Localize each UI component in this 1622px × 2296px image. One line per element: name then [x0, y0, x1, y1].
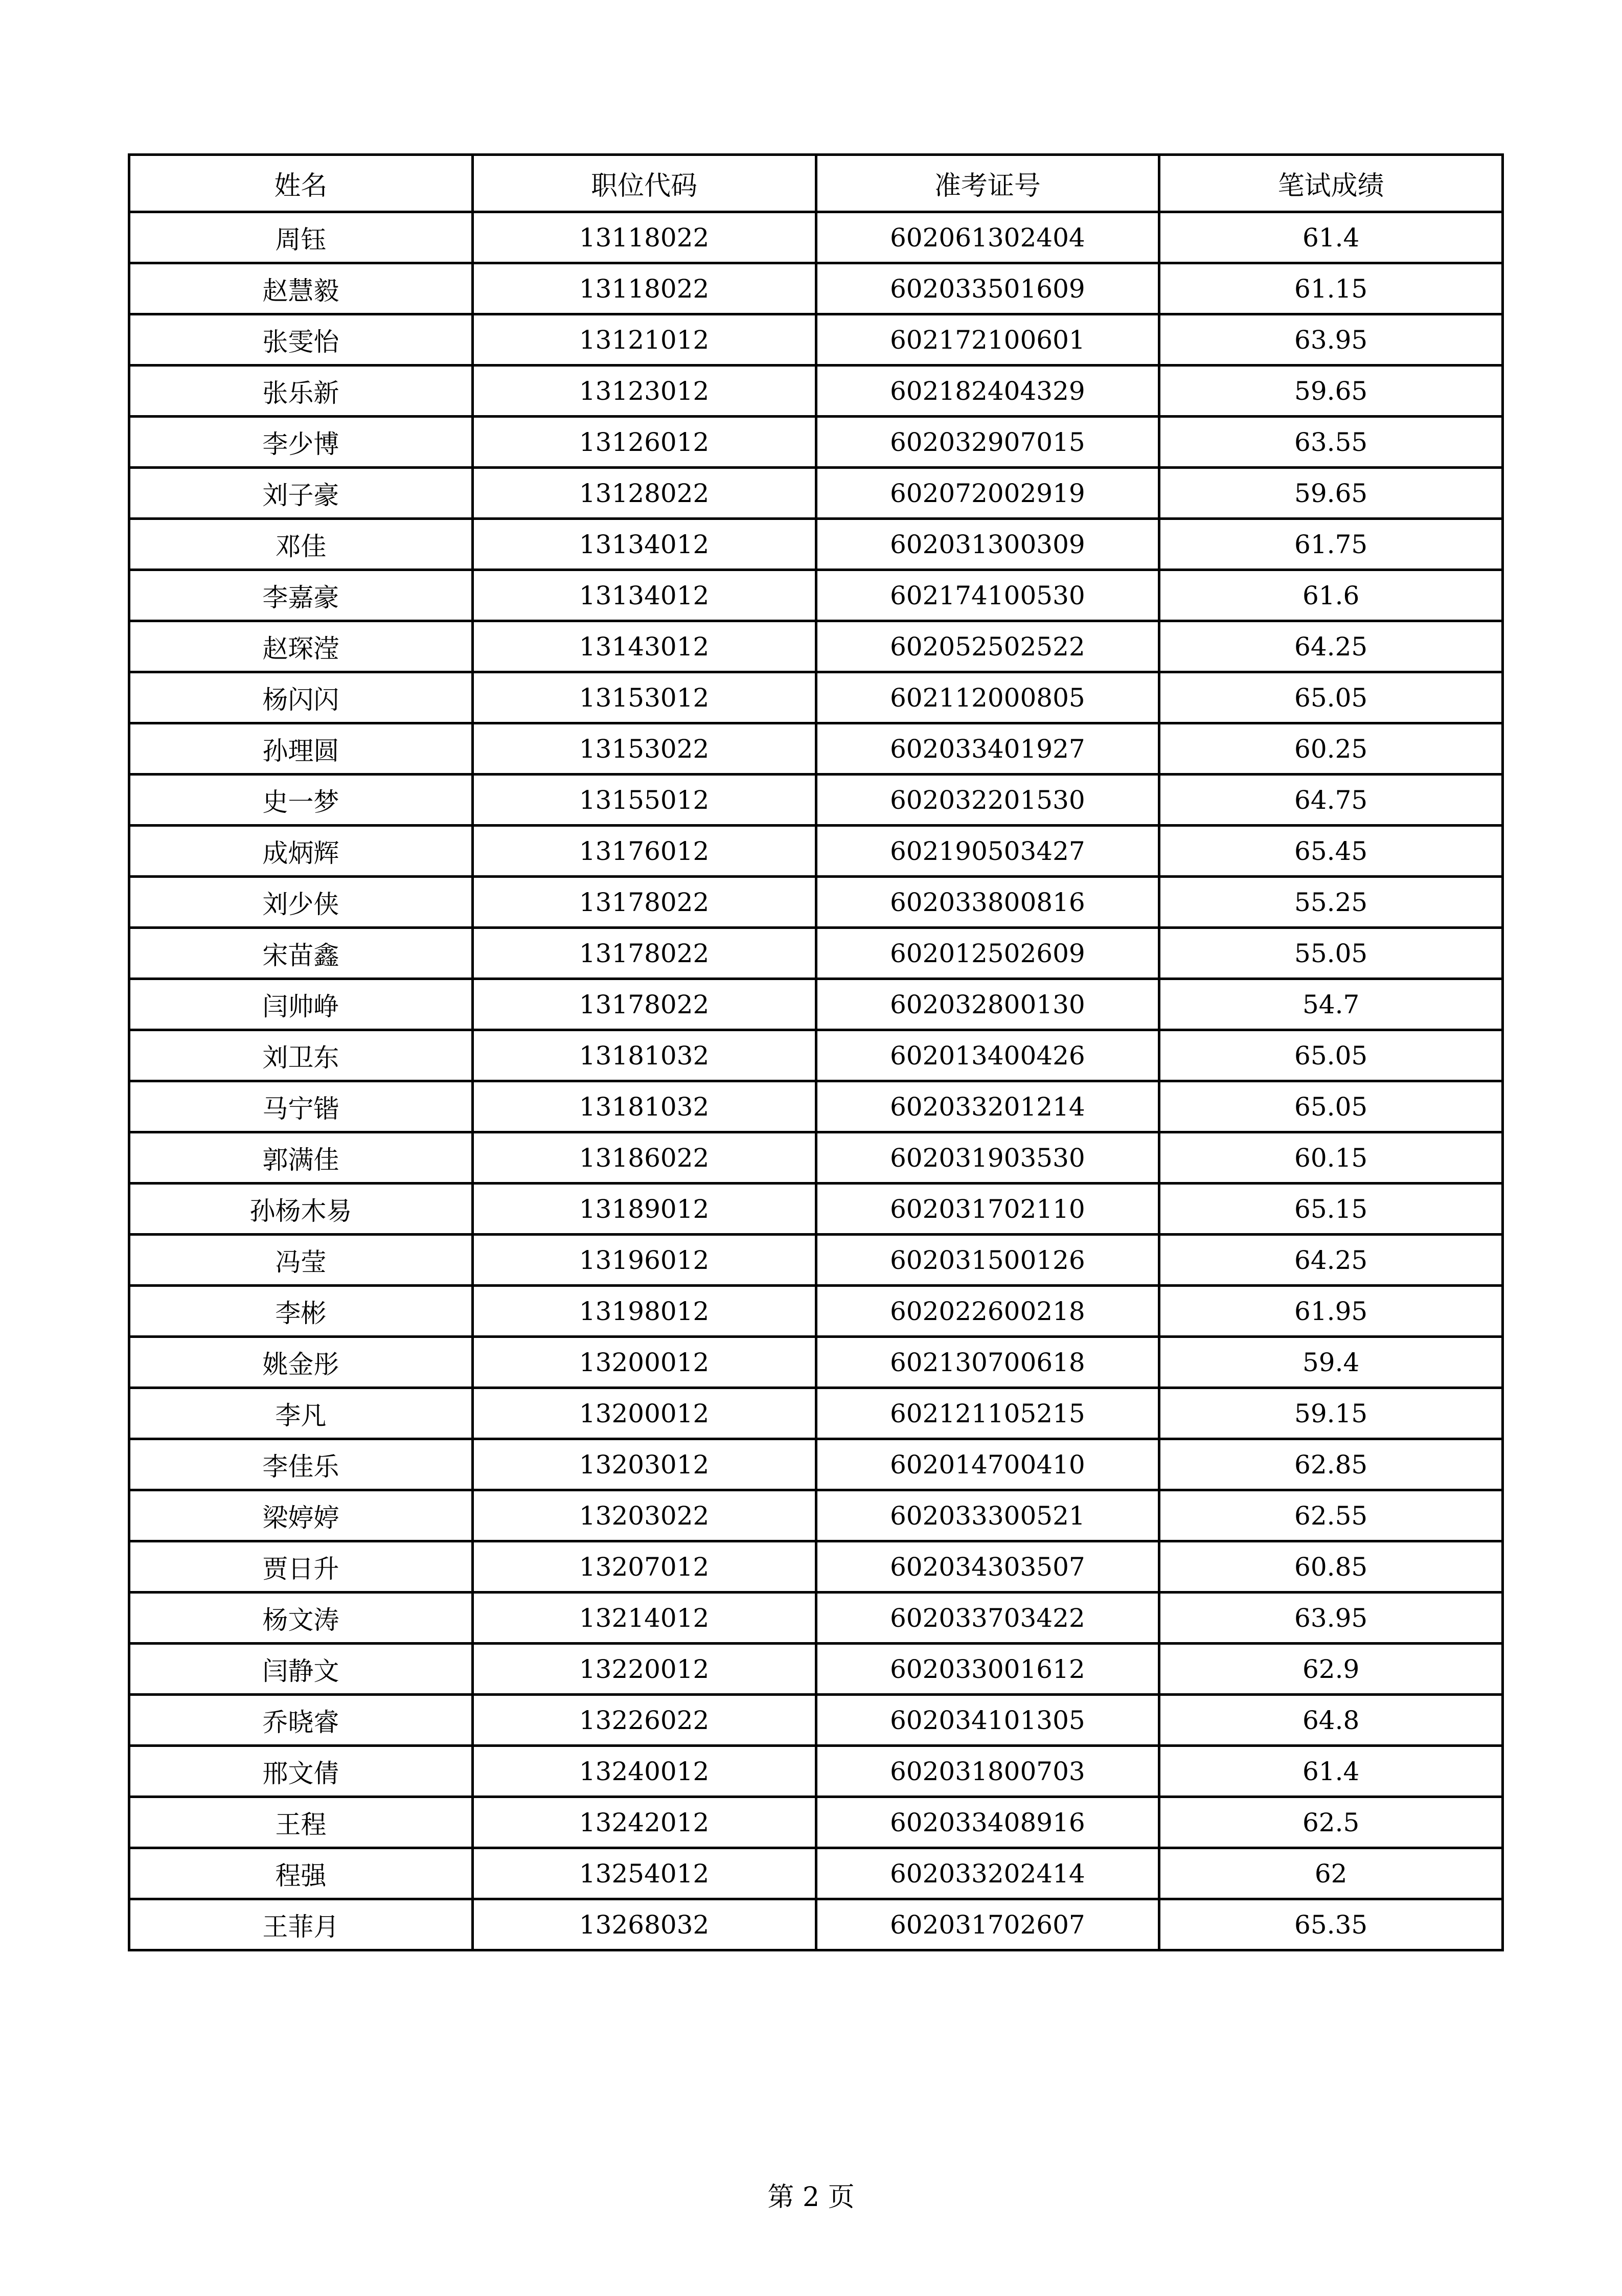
cell-admission-number: 602031702607 — [816, 1899, 1159, 1950]
table-row — [129, 1439, 1503, 1490]
cell-name: 张乐新 — [129, 366, 473, 417]
cell-admission-number: 602072002919 — [816, 468, 1159, 519]
cell-admission-number: 602033401927 — [816, 723, 1159, 775]
table-row — [129, 1695, 1503, 1746]
table-row — [129, 1388, 1503, 1439]
cell-written-score: 63.95 — [1159, 1593, 1503, 1644]
cell-name: 冯莹 — [129, 1235, 473, 1286]
cell-name: 程强 — [129, 1848, 473, 1899]
cell-written-score: 63.55 — [1159, 417, 1503, 468]
cell-name: 刘少侠 — [129, 877, 473, 928]
cell-name: 宋苗鑫 — [129, 928, 473, 979]
table-row — [129, 519, 1503, 570]
cell-admission-number: 602031800703 — [816, 1746, 1159, 1797]
cell-admission-number: 602031903530 — [816, 1132, 1159, 1184]
cell-written-score: 60.85 — [1159, 1541, 1503, 1593]
cell-name: 邓佳 — [129, 519, 473, 570]
header-name: 姓名 — [129, 155, 473, 212]
cell-name: 李彬 — [129, 1286, 473, 1337]
cell-admission-number: 602052502522 — [816, 621, 1159, 672]
score-table — [128, 153, 1504, 1951]
table-row — [129, 775, 1503, 826]
cell-written-score: 61.4 — [1159, 1746, 1503, 1797]
table-row — [129, 468, 1503, 519]
table-row — [129, 417, 1503, 468]
table-row — [129, 263, 1503, 314]
cell-written-score: 62.55 — [1159, 1490, 1503, 1541]
cell-position-code: 13128022 — [472, 468, 816, 519]
table-row — [129, 1132, 1503, 1184]
cell-position-code: 13123012 — [472, 366, 816, 417]
cell-position-code: 13178022 — [472, 928, 816, 979]
cell-written-score: 59.15 — [1159, 1388, 1503, 1439]
table-row — [129, 1235, 1503, 1286]
cell-position-code: 13176012 — [472, 826, 816, 877]
cell-admission-number: 602022600218 — [816, 1286, 1159, 1337]
cell-position-code: 13181032 — [472, 1081, 816, 1132]
cell-name: 赵琛滢 — [129, 621, 473, 672]
cell-name: 史一梦 — [129, 775, 473, 826]
cell-written-score: 63.95 — [1159, 314, 1503, 366]
page-number: 第 2 页 — [767, 2182, 855, 2213]
cell-position-code: 13200012 — [472, 1388, 816, 1439]
cell-position-code: 13121012 — [472, 314, 816, 366]
table-row — [129, 1337, 1503, 1388]
cell-name: 王程 — [129, 1797, 473, 1848]
cell-position-code: 13203022 — [472, 1490, 816, 1541]
cell-name: 张雯怡 — [129, 314, 473, 366]
cell-admission-number: 602032800130 — [816, 979, 1159, 1030]
table-row — [129, 1848, 1503, 1899]
cell-written-score: 61.95 — [1159, 1286, 1503, 1337]
table-row — [129, 1081, 1503, 1132]
cell-position-code: 13178022 — [472, 877, 816, 928]
table-row — [129, 672, 1503, 723]
cell-written-score: 62.5 — [1159, 1797, 1503, 1848]
cell-written-score: 54.7 — [1159, 979, 1503, 1030]
cell-admission-number: 602033300521 — [816, 1490, 1159, 1541]
cell-admission-number: 602034303507 — [816, 1541, 1159, 1593]
cell-written-score: 62.85 — [1159, 1439, 1503, 1490]
cell-name: 贾日升 — [129, 1541, 473, 1593]
cell-written-score: 65.15 — [1159, 1184, 1503, 1235]
header-written-score: 笔试成绩 — [1159, 155, 1503, 212]
cell-admission-number: 602014700410 — [816, 1439, 1159, 1490]
table-row — [129, 928, 1503, 979]
cell-admission-number: 602172100601 — [816, 314, 1159, 366]
cell-name: 杨文涛 — [129, 1593, 473, 1644]
cell-name: 邢文倩 — [129, 1746, 473, 1797]
cell-name: 周钰 — [129, 212, 473, 263]
table-row — [129, 314, 1503, 366]
cell-written-score: 61.6 — [1159, 570, 1503, 621]
cell-name: 乔晓睿 — [129, 1695, 473, 1746]
table-row — [129, 1797, 1503, 1848]
cell-written-score: 64.25 — [1159, 1235, 1503, 1286]
table-body — [129, 212, 1503, 1950]
table-row — [129, 570, 1503, 621]
cell-admission-number: 602034101305 — [816, 1695, 1159, 1746]
table-row — [129, 1593, 1503, 1644]
cell-admission-number: 602033703422 — [816, 1593, 1159, 1644]
cell-position-code: 13226022 — [472, 1695, 816, 1746]
cell-position-code: 13254012 — [472, 1848, 816, 1899]
cell-admission-number: 602033001612 — [816, 1644, 1159, 1695]
cell-written-score: 65.05 — [1159, 672, 1503, 723]
cell-written-score: 65.05 — [1159, 1081, 1503, 1132]
cell-position-code: 13242012 — [472, 1797, 816, 1848]
cell-written-score: 55.05 — [1159, 928, 1503, 979]
cell-name: 梁婷婷 — [129, 1490, 473, 1541]
cell-admission-number: 602013400426 — [816, 1030, 1159, 1081]
cell-position-code: 13155012 — [472, 775, 816, 826]
table-row — [129, 1644, 1503, 1695]
cell-written-score: 64.8 — [1159, 1695, 1503, 1746]
table-row — [129, 826, 1503, 877]
cell-admission-number: 602031300309 — [816, 519, 1159, 570]
cell-admission-number: 602174100530 — [816, 570, 1159, 621]
cell-position-code: 13134012 — [472, 519, 816, 570]
cell-admission-number: 602033408916 — [816, 1797, 1159, 1848]
cell-written-score: 64.75 — [1159, 775, 1503, 826]
cell-position-code: 13200012 — [472, 1337, 816, 1388]
cell-name: 成炳辉 — [129, 826, 473, 877]
table-row — [129, 1286, 1503, 1337]
cell-admission-number: 602112000805 — [816, 672, 1159, 723]
cell-position-code: 13153012 — [472, 672, 816, 723]
cell-name: 刘卫东 — [129, 1030, 473, 1081]
cell-admission-number: 602190503427 — [816, 826, 1159, 877]
cell-name: 闫静文 — [129, 1644, 473, 1695]
cell-written-score: 61.15 — [1159, 263, 1503, 314]
cell-name: 杨闪闪 — [129, 672, 473, 723]
cell-name: 姚金彤 — [129, 1337, 473, 1388]
cell-written-score: 55.25 — [1159, 877, 1503, 928]
table-row — [129, 1746, 1503, 1797]
cell-written-score: 64.25 — [1159, 621, 1503, 672]
cell-name: 李少博 — [129, 417, 473, 468]
cell-admission-number: 602033800816 — [816, 877, 1159, 928]
cell-name: 郭满佳 — [129, 1132, 473, 1184]
table-header-row — [129, 155, 1503, 212]
cell-name: 刘子豪 — [129, 468, 473, 519]
cell-admission-number: 602130700618 — [816, 1337, 1159, 1388]
cell-position-code: 13143012 — [472, 621, 816, 672]
cell-admission-number: 602032201530 — [816, 775, 1159, 826]
cell-admission-number: 602031500126 — [816, 1235, 1159, 1286]
cell-admission-number: 602031702110 — [816, 1184, 1159, 1235]
cell-name: 孙杨木易 — [129, 1184, 473, 1235]
cell-position-code: 13134012 — [472, 570, 816, 621]
header-position-code: 职位代码 — [472, 155, 816, 212]
table-row — [129, 621, 1503, 672]
cell-position-code: 13240012 — [472, 1746, 816, 1797]
cell-position-code: 13153022 — [472, 723, 816, 775]
cell-written-score: 62 — [1159, 1848, 1503, 1899]
table-row — [129, 723, 1503, 775]
cell-written-score: 59.65 — [1159, 366, 1503, 417]
table-row — [129, 1030, 1503, 1081]
cell-position-code: 13214012 — [472, 1593, 816, 1644]
cell-position-code: 13207012 — [472, 1541, 816, 1593]
cell-name: 李佳乐 — [129, 1439, 473, 1490]
cell-name: 赵慧毅 — [129, 263, 473, 314]
cell-position-code: 13118022 — [472, 263, 816, 314]
cell-position-code: 13181032 — [472, 1030, 816, 1081]
cell-written-score: 59.65 — [1159, 468, 1503, 519]
cell-written-score: 60.15 — [1159, 1132, 1503, 1184]
cell-written-score: 65.05 — [1159, 1030, 1503, 1081]
cell-written-score: 65.45 — [1159, 826, 1503, 877]
cell-position-code: 13118022 — [472, 212, 816, 263]
table-row — [129, 212, 1503, 263]
cell-written-score: 62.9 — [1159, 1644, 1503, 1695]
cell-admission-number: 602033201214 — [816, 1081, 1159, 1132]
cell-name: 马宁锴 — [129, 1081, 473, 1132]
cell-name: 闫帅峥 — [129, 979, 473, 1030]
cell-position-code: 13268032 — [472, 1899, 816, 1950]
cell-name: 李凡 — [129, 1388, 473, 1439]
table-row — [129, 1899, 1503, 1950]
cell-name: 李嘉豪 — [129, 570, 473, 621]
cell-position-code: 13196012 — [472, 1235, 816, 1286]
table-row — [129, 1184, 1503, 1235]
cell-written-score: 65.35 — [1159, 1899, 1503, 1950]
cell-admission-number: 602033501609 — [816, 263, 1159, 314]
cell-name: 王菲月 — [129, 1899, 473, 1950]
cell-written-score: 61.4 — [1159, 212, 1503, 263]
table-row — [129, 1541, 1503, 1593]
cell-position-code: 13189012 — [472, 1184, 816, 1235]
cell-admission-number: 602182404329 — [816, 366, 1159, 417]
table-row — [129, 366, 1503, 417]
cell-position-code: 13198012 — [472, 1286, 816, 1337]
cell-admission-number: 602033202414 — [816, 1848, 1159, 1899]
cell-written-score: 59.4 — [1159, 1337, 1503, 1388]
cell-position-code: 13178022 — [472, 979, 816, 1030]
table-row — [129, 877, 1503, 928]
cell-admission-number: 602061302404 — [816, 212, 1159, 263]
cell-position-code: 13126012 — [472, 417, 816, 468]
cell-written-score: 61.75 — [1159, 519, 1503, 570]
table-row — [129, 1490, 1503, 1541]
cell-admission-number: 602032907015 — [816, 417, 1159, 468]
cell-position-code: 13220012 — [472, 1644, 816, 1695]
cell-position-code: 13186022 — [472, 1132, 816, 1184]
header-admission-number: 准考证号 — [816, 155, 1159, 212]
cell-written-score: 60.25 — [1159, 723, 1503, 775]
cell-name: 孙理圆 — [129, 723, 473, 775]
table-row — [129, 979, 1503, 1030]
cell-position-code: 13203012 — [472, 1439, 816, 1490]
cell-admission-number: 602012502609 — [816, 928, 1159, 979]
cell-admission-number: 602121105215 — [816, 1388, 1159, 1439]
